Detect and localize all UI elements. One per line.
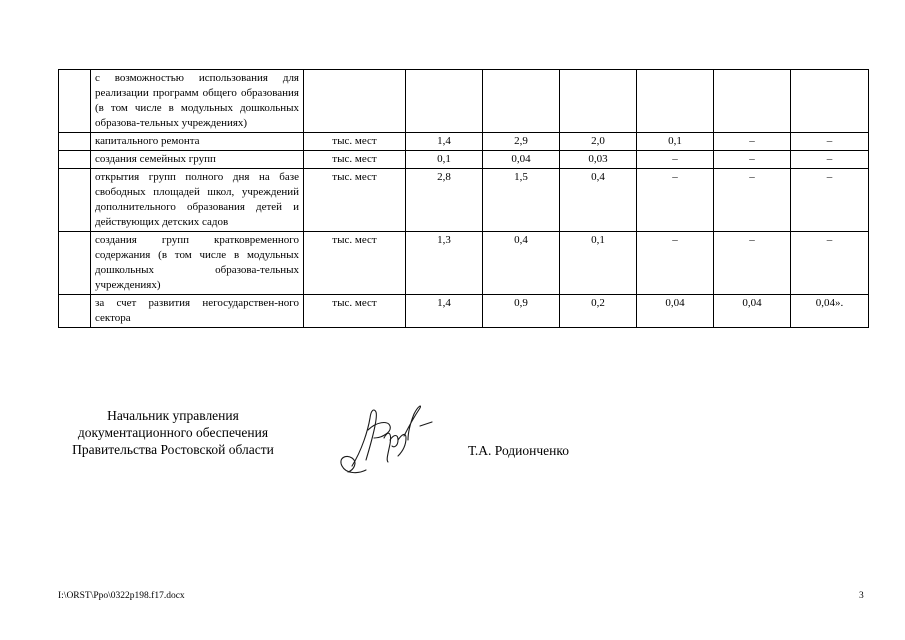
- row-index-cell: [59, 133, 91, 151]
- row-value: 2,0: [560, 133, 637, 151]
- page-number: 3: [859, 591, 864, 601]
- row-value: 0,4: [483, 232, 560, 295]
- signer-name: Т.А. Родионченко: [468, 443, 569, 458]
- row-value: 0,2: [560, 295, 637, 328]
- row-value: 0,1: [560, 232, 637, 295]
- signer-title-line-2: документационного обеспечения: [77, 425, 269, 440]
- row-index-cell: [59, 295, 91, 328]
- row-value: –: [637, 151, 714, 169]
- table-row: [59, 232, 869, 295]
- data-table: [58, 69, 869, 328]
- table-row: [59, 169, 869, 232]
- row-value: 2,9: [483, 133, 560, 151]
- table-row: [59, 70, 869, 133]
- signature-title-block: [58, 407, 288, 458]
- row-value: [560, 70, 637, 133]
- signer-title-line-1: Начальник управления: [107, 408, 239, 423]
- row-index-cell: [59, 70, 91, 133]
- row-description: создания групп кратковременного содержания (в том числе в модульных дошкольных образова-тельных учреждениях): [91, 232, 304, 295]
- row-unit: тыс. мест: [304, 151, 406, 169]
- row-value: 0,4: [560, 169, 637, 232]
- row-value: –: [714, 232, 791, 295]
- row-value: –: [791, 232, 869, 295]
- row-value: [637, 70, 714, 133]
- signer-title-line-3: Правительства Ростовской области: [72, 442, 274, 457]
- row-value: –: [791, 151, 869, 169]
- row-value: 0,1: [406, 151, 483, 169]
- row-value: [714, 70, 791, 133]
- row-description: капитального ремонта: [91, 133, 304, 151]
- row-value: –: [637, 232, 714, 295]
- table-body: [59, 70, 869, 328]
- row-value: –: [791, 169, 869, 232]
- row-unit: тыс. мест: [304, 133, 406, 151]
- row-description: за счет развития негосударствен-ного сектора: [91, 295, 304, 328]
- row-value: 0,1: [637, 133, 714, 151]
- footer-file-path: I:\ORST\Ppo\0322p198.f17.docx: [58, 591, 185, 601]
- row-value: –: [714, 151, 791, 169]
- table-row: [59, 295, 869, 328]
- row-value: 0,04: [714, 295, 791, 328]
- row-value: –: [714, 133, 791, 151]
- row-unit: тыс. мест: [304, 295, 406, 328]
- row-value: –: [637, 169, 714, 232]
- row-unit: [304, 70, 406, 133]
- row-value: 1,3: [406, 232, 483, 295]
- row-index-cell: [59, 151, 91, 169]
- row-description: с возможностью использования для реализации программ общего образования (в том числе в модульных дошкольных образова-тельных учреждениях): [91, 70, 304, 133]
- row-value: –: [791, 133, 869, 151]
- row-index-cell: [59, 232, 91, 295]
- handwritten-signature: [332, 400, 452, 480]
- row-value: [406, 70, 483, 133]
- row-description: создания семейных групп: [91, 151, 304, 169]
- row-unit: тыс. мест: [304, 232, 406, 295]
- row-value: 0,04: [483, 151, 560, 169]
- row-value: 0,04».: [791, 295, 869, 328]
- row-unit: тыс. мест: [304, 169, 406, 232]
- row-index-cell: [59, 169, 91, 232]
- table-row: [59, 133, 869, 151]
- row-value: 1,4: [406, 295, 483, 328]
- row-value: –: [714, 169, 791, 232]
- row-value: 0,03: [560, 151, 637, 169]
- row-description: открытия групп полного дня на базе свободных площадей школ, учреждений дополнительного образования детей и действующих детских садов: [91, 169, 304, 232]
- row-value: 2,8: [406, 169, 483, 232]
- row-value: 1,5: [483, 169, 560, 232]
- row-value: 0,04: [637, 295, 714, 328]
- row-value: 1,4: [406, 133, 483, 151]
- row-value: [483, 70, 560, 133]
- table-row: [59, 151, 869, 169]
- row-value: [791, 70, 869, 133]
- row-value: 0,9: [483, 295, 560, 328]
